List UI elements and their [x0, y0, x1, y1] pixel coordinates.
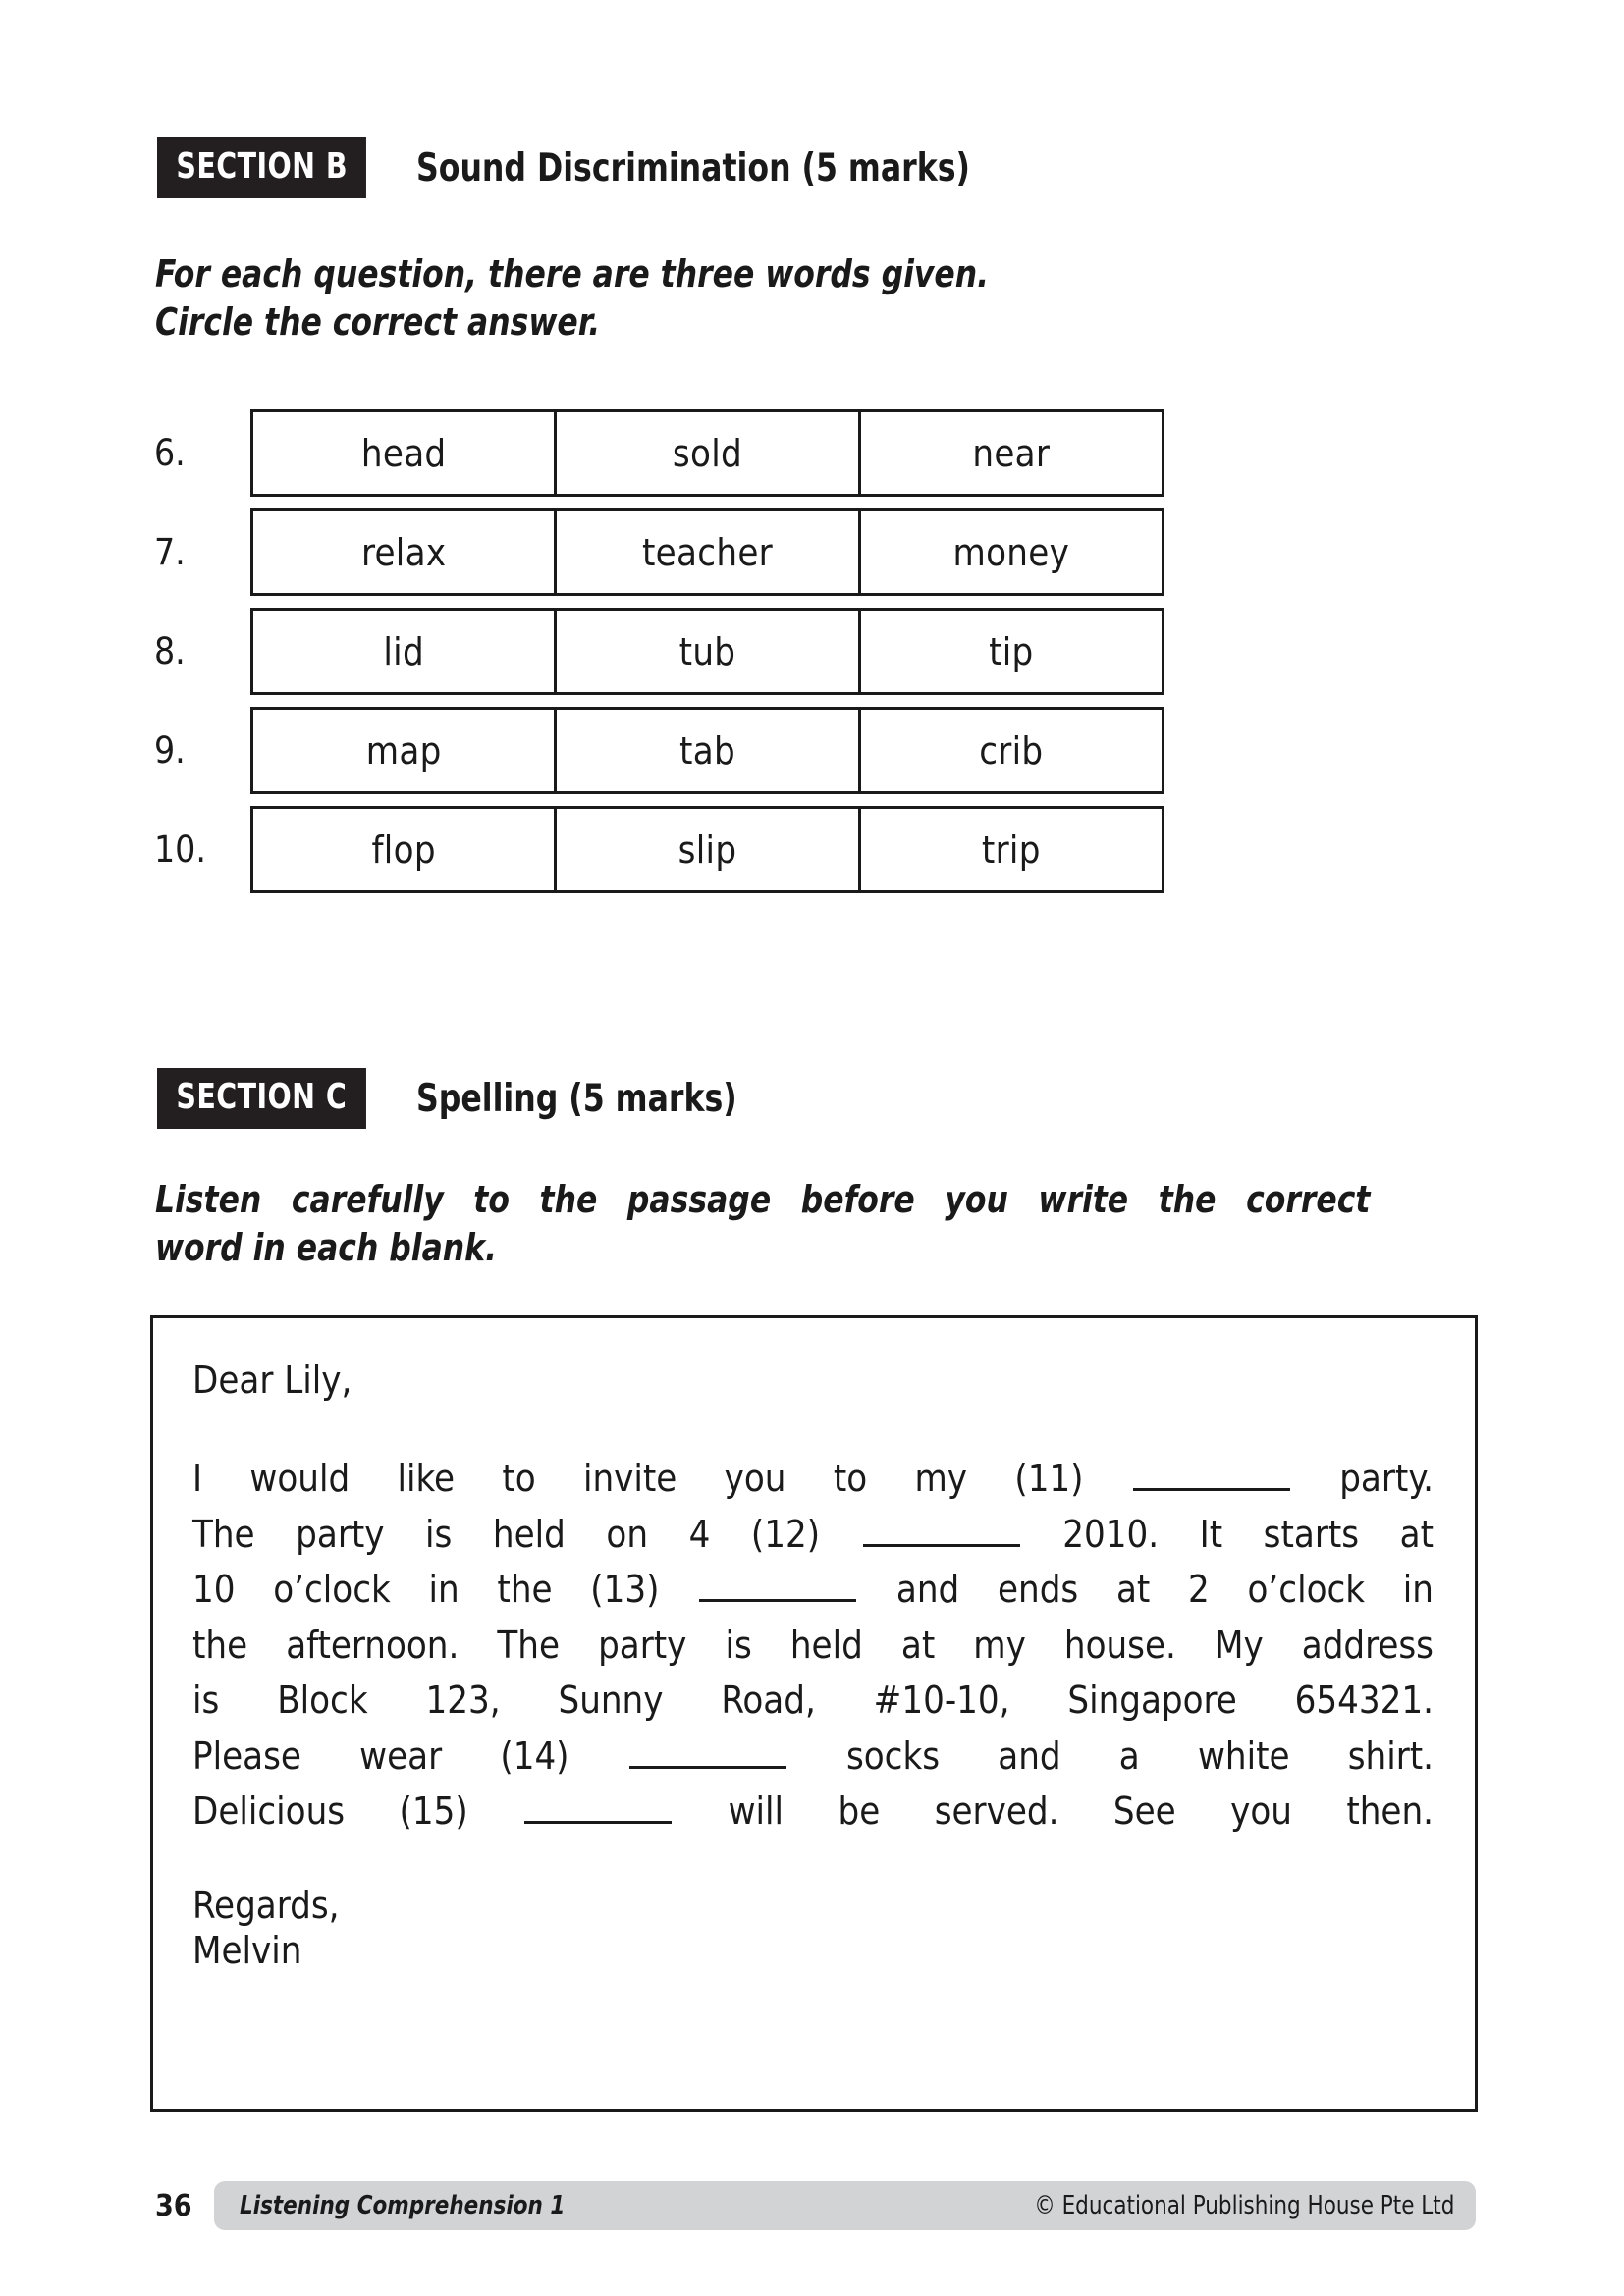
word-option[interactable]: sold — [557, 412, 860, 494]
section-b-instructions — [155, 250, 1067, 346]
spelling-passage-box — [150, 1315, 1478, 2112]
section-c-instruction-line-1: Listen carefully to the passage before you write the correct — [155, 1178, 1371, 1221]
letter-text: party. — [1339, 1457, 1434, 1500]
word-option[interactable]: crib — [979, 728, 1044, 773]
answer-blank-12[interactable] — [863, 1513, 1020, 1546]
letter-body-line-7 — [192, 1789, 1434, 1836]
word-option[interactable]: slip — [557, 809, 860, 890]
section-b-title: Sound Discrimination (5 marks) — [416, 145, 971, 190]
option-group — [250, 409, 1164, 497]
table-row — [152, 806, 1164, 893]
section-c-header — [157, 1068, 773, 1129]
answer-blank-11[interactable] — [1133, 1458, 1290, 1491]
answer-blank-13[interactable] — [699, 1569, 856, 1602]
footer-title: Listening Comprehension 1 — [240, 2191, 566, 2220]
letter-content — [153, 1318, 1475, 2012]
page-number: 36 — [155, 2188, 192, 2223]
table-row — [152, 707, 1164, 794]
letter-body-line-3 — [192, 1567, 1434, 1614]
letter-text: will be served. See you then. — [728, 1789, 1434, 1833]
word-option[interactable]: head — [253, 412, 557, 494]
page-footer — [155, 2181, 1476, 2230]
letter-text: socks and a white shirt. — [845, 1734, 1434, 1778]
letter-body-line-4: the afternoon. The party is held at my house. My address — [192, 1623, 1434, 1667]
question-number: 6. — [154, 432, 186, 474]
option-group — [250, 508, 1164, 596]
letter-text: and ends at 2 o’clock in — [895, 1568, 1434, 1611]
answer-blank-14[interactable] — [629, 1735, 786, 1768]
letter-text: Delicious (15) — [192, 1789, 468, 1833]
section-c-instructions — [155, 1176, 1370, 1271]
section-c-instruction-line-2: word in each blank. — [155, 1225, 498, 1269]
word-option[interactable]: teacher — [557, 511, 860, 593]
letter-text: Please wear (14) — [192, 1734, 569, 1778]
word-option[interactable]: relax — [253, 511, 557, 593]
sound-discrimination-table — [152, 409, 1164, 893]
question-number: 8. — [154, 630, 186, 672]
word-option[interactable]: tub — [557, 611, 860, 692]
letter-text: The party is held on 4 (12) — [192, 1512, 821, 1556]
option-group — [250, 608, 1164, 695]
word-option[interactable]: flop — [253, 809, 557, 890]
section-c-tag: SECTION C — [157, 1068, 366, 1129]
question-number: 7. — [154, 531, 186, 573]
section-b-tag: SECTION B — [157, 137, 366, 198]
letter-body-line-2 — [192, 1512, 1434, 1559]
word-option[interactable]: tip — [989, 629, 1034, 673]
signoff-closing: Regards, — [192, 1883, 340, 1927]
section-c-title: Spelling (5 marks) — [415, 1076, 737, 1121]
letter-greeting: Dear Lily, — [192, 1359, 352, 1402]
letter-signoff — [192, 1883, 1434, 1974]
word-option[interactable]: near — [972, 431, 1051, 475]
table-row — [152, 508, 1164, 596]
section-b-instruction-line-2: Circle the correct answer. — [155, 299, 601, 344]
word-option[interactable]: money — [952, 530, 1070, 574]
letter-text: I would like to invite you to my (11) — [192, 1457, 1084, 1500]
table-row — [152, 608, 1164, 695]
answer-blank-15[interactable] — [524, 1790, 672, 1824]
footer-copyright: © Educational Publishing House Pte Ltd — [1033, 2191, 1454, 2220]
letter-body-line-5: is Block 123, Sunny Road, #10-10, Singapore 654321. — [192, 1679, 1434, 1722]
section-b-header — [157, 137, 1032, 198]
letter-text: 2010. It starts at — [1062, 1512, 1434, 1556]
section-b-instruction-line-1: For each question, there are three words given. — [155, 252, 990, 295]
letter-body-line-1 — [192, 1456, 1434, 1503]
signoff-name: Melvin — [192, 1928, 302, 1972]
word-option[interactable]: trip — [981, 828, 1041, 872]
option-group — [250, 806, 1164, 893]
option-group — [250, 707, 1164, 794]
question-number: 9. — [154, 729, 186, 772]
letter-text: 10 o’clock in the (13) — [192, 1568, 660, 1611]
word-option[interactable]: tab — [557, 710, 860, 791]
footer-bar — [214, 2181, 1476, 2230]
table-row — [152, 409, 1164, 497]
letter-body-line-6 — [192, 1734, 1434, 1781]
question-number: 10. — [154, 828, 206, 871]
word-option[interactable]: lid — [253, 611, 557, 692]
word-option[interactable]: map — [253, 710, 557, 791]
